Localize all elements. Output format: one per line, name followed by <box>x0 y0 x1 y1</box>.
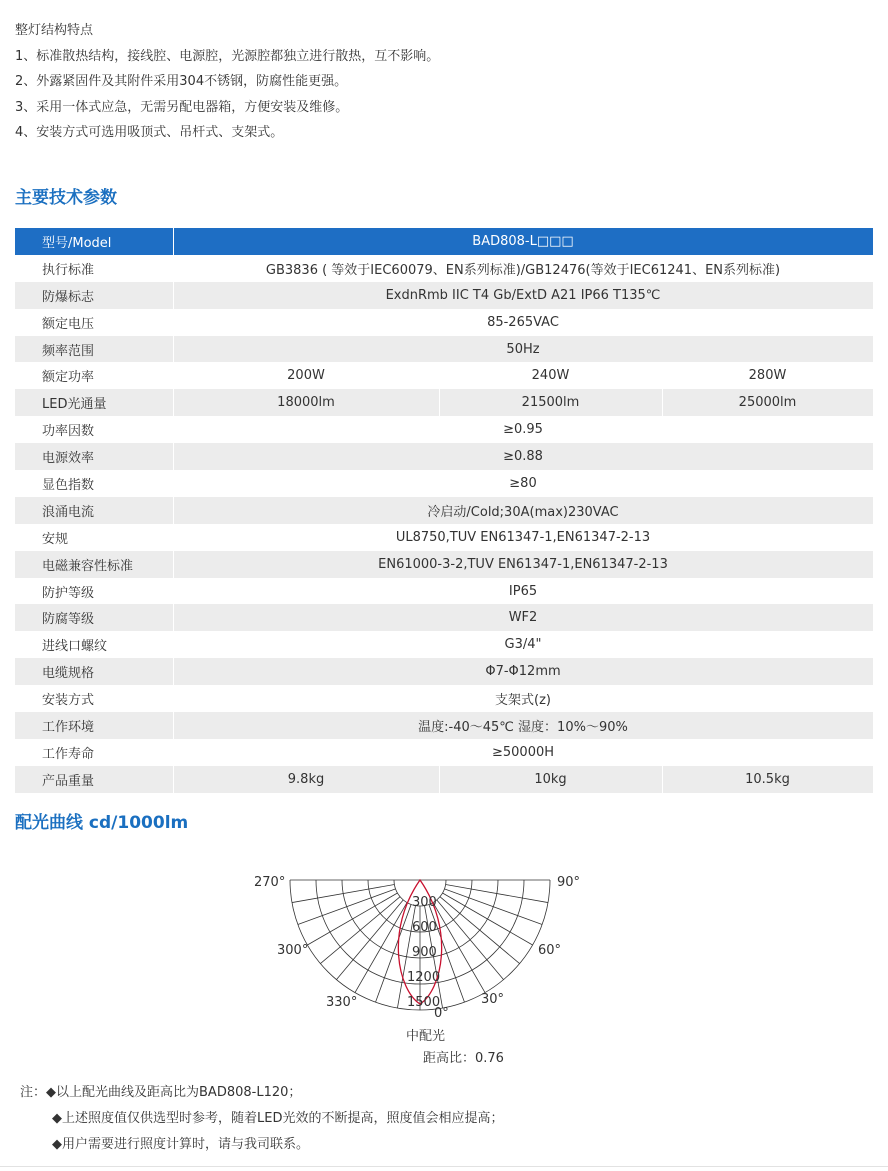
spec-label: 浪涌电流 <box>15 497 173 524</box>
radial-label: 900 <box>412 945 437 960</box>
spec-label: 电源效率 <box>15 443 173 470</box>
spec-label: 电磁兼容性标准 <box>15 551 173 578</box>
features-heading: 整灯结构特点 <box>15 23 94 38</box>
spec-row <box>15 336 873 363</box>
spec-label: 电缆规格 <box>15 658 173 685</box>
feature-item: 1、标准散热结构，接线腔、电源腔，光源腔都独立进行散热，互不影响。 <box>15 48 440 64</box>
spec-value: ≥80 <box>173 470 873 497</box>
spec-header-value: BAD808-L□□□ <box>173 228 873 255</box>
spec-row <box>15 497 873 524</box>
spec-row <box>15 658 873 685</box>
spec-value: 温度:-40～45℃ 湿度：10%～90% <box>173 712 873 739</box>
spec-label: 频率范围 <box>15 336 173 363</box>
spec-label: 进线口螺纹 <box>15 631 173 658</box>
angle-label-90: 90° <box>557 875 581 890</box>
spec-value: 9.8kg <box>173 766 439 793</box>
light-distribution-polar-chart <box>240 860 600 1070</box>
spec-value: 10.5kg <box>662 766 873 793</box>
spec-row <box>15 551 873 578</box>
spec-row <box>15 282 873 309</box>
angle-label-0: 0° <box>434 1006 449 1021</box>
spec-row <box>15 712 873 739</box>
spec-label: 安装方式 <box>15 685 173 712</box>
spec-value: 冷启动/Cold;30A(max)230VAC <box>173 497 873 524</box>
spec-row <box>15 470 873 497</box>
spec-value: ExdnRmb IIC T4 Gb/ExtD A21 IP66 T135℃ <box>173 282 873 309</box>
note-item: ◆上述照度值仅供选型时参考，随着LED光效的不断提高，照度值会相应提高； <box>52 1111 504 1126</box>
spec-row <box>15 524 873 551</box>
spec-header-label: 型号/Model <box>15 228 173 255</box>
spec-value: 10kg <box>439 766 662 793</box>
spec-table <box>15 228 874 793</box>
angle-label-30: 30° <box>481 992 505 1007</box>
spec-label: 额定功率 <box>15 362 173 389</box>
radial-label: 1200 <box>407 970 441 985</box>
spec-row <box>15 255 873 282</box>
spec-value: GB3836 ( 等效于IEC60079、EN系列标准)/GB12476(等效于IEC61241、EN系列标准) <box>173 255 873 282</box>
polar-spoke <box>444 889 542 925</box>
spec-label: LED光通量 <box>15 389 173 416</box>
polar-spoke <box>446 885 548 903</box>
spec-row <box>15 362 873 389</box>
spec-value: 支架式(z) <box>173 685 873 712</box>
angle-label-270: 270° <box>254 875 286 890</box>
spec-value: 18000lm <box>173 389 439 416</box>
spec-value: UL8750,TUV EN61347-1,EN61347-2-13 <box>173 524 873 551</box>
feature-item: 2、外露紧固件及其附件采用304不锈钢，防腐性能更强。 <box>15 74 348 89</box>
spec-value: ≥0.88 <box>173 443 873 470</box>
spec-value: 280W <box>662 362 873 389</box>
spec-value: WF2 <box>173 604 873 631</box>
spec-value: 25000lm <box>662 389 873 416</box>
notes <box>20 1080 503 1158</box>
spec-label: 安规 <box>15 524 173 551</box>
spec-row <box>15 443 873 470</box>
spec-value: 200W <box>173 362 439 389</box>
spec-value: EN61000-3-2,TUV EN61347-1,EN61347-2-13 <box>173 551 873 578</box>
spec-row <box>15 631 873 658</box>
spec-table-header <box>15 228 873 255</box>
polar-spoke <box>292 885 394 903</box>
spec-value: 21500lm <box>439 389 662 416</box>
spec-label: 防爆标志 <box>15 282 173 309</box>
note-item: ◆以上配光曲线及距高比为BAD808-L120； <box>46 1085 302 1100</box>
angle-label-330: 330° <box>326 995 358 1010</box>
spec-row <box>15 309 873 336</box>
spec-label: 防护等级 <box>15 578 173 605</box>
angle-label-300: 300° <box>277 943 309 958</box>
structure-features <box>15 18 439 146</box>
spec-label: 防腐等级 <box>15 604 173 631</box>
note-item: ◆用户需要进行照度计算时，请与我司联系。 <box>52 1137 309 1152</box>
spec-row <box>15 604 873 631</box>
spec-label: 工作环境 <box>15 712 173 739</box>
spec-label: 产品重量 <box>15 766 173 793</box>
spec-label: 工作寿命 <box>15 739 173 766</box>
notes-prefix: 注： <box>20 1085 47 1100</box>
feature-item: 4、安装方式可选用吸顶式、吊杆式、支架式。 <box>15 125 284 140</box>
spec-value: 240W <box>439 362 662 389</box>
angle-label-60: 60° <box>538 943 562 958</box>
spacing-height-ratio: 距高比：0.76 <box>423 1051 504 1066</box>
spec-value: IP65 <box>173 578 873 605</box>
spec-row <box>15 416 873 443</box>
spec-value: 50Hz <box>173 336 873 363</box>
radial-label: 1500 <box>407 995 441 1010</box>
polar-spoke <box>376 904 412 1002</box>
polar-caption: 中配光 <box>406 1029 446 1044</box>
specs-title: 主要技术参数 <box>15 188 117 208</box>
radial-label: 300 <box>412 895 437 910</box>
spec-row <box>15 739 873 766</box>
spec-row <box>15 578 873 605</box>
spec-value: ≥0.95 <box>173 416 873 443</box>
spec-label: 执行标准 <box>15 255 173 282</box>
spec-row <box>15 389 873 416</box>
bottom-divider <box>0 1166 888 1167</box>
spec-label: 显色指数 <box>15 470 173 497</box>
spec-value: Φ7-Φ12mm <box>173 658 873 685</box>
feature-item: 3、采用一体式应急，无需另配电器箱，方便安装及维修。 <box>15 99 349 115</box>
spec-value: ≥50000H <box>173 739 873 766</box>
spec-value: G3/4" <box>173 631 873 658</box>
radial-label: 600 <box>412 920 437 935</box>
polar-spoke <box>298 889 396 925</box>
curve-title: 配光曲线 cd/1000lm <box>15 813 189 833</box>
spec-row <box>15 766 873 793</box>
spec-row <box>15 685 873 712</box>
spec-value: 85-265VAC <box>173 309 873 336</box>
spec-label: 功率因数 <box>15 416 173 443</box>
spec-label: 额定电压 <box>15 309 173 336</box>
